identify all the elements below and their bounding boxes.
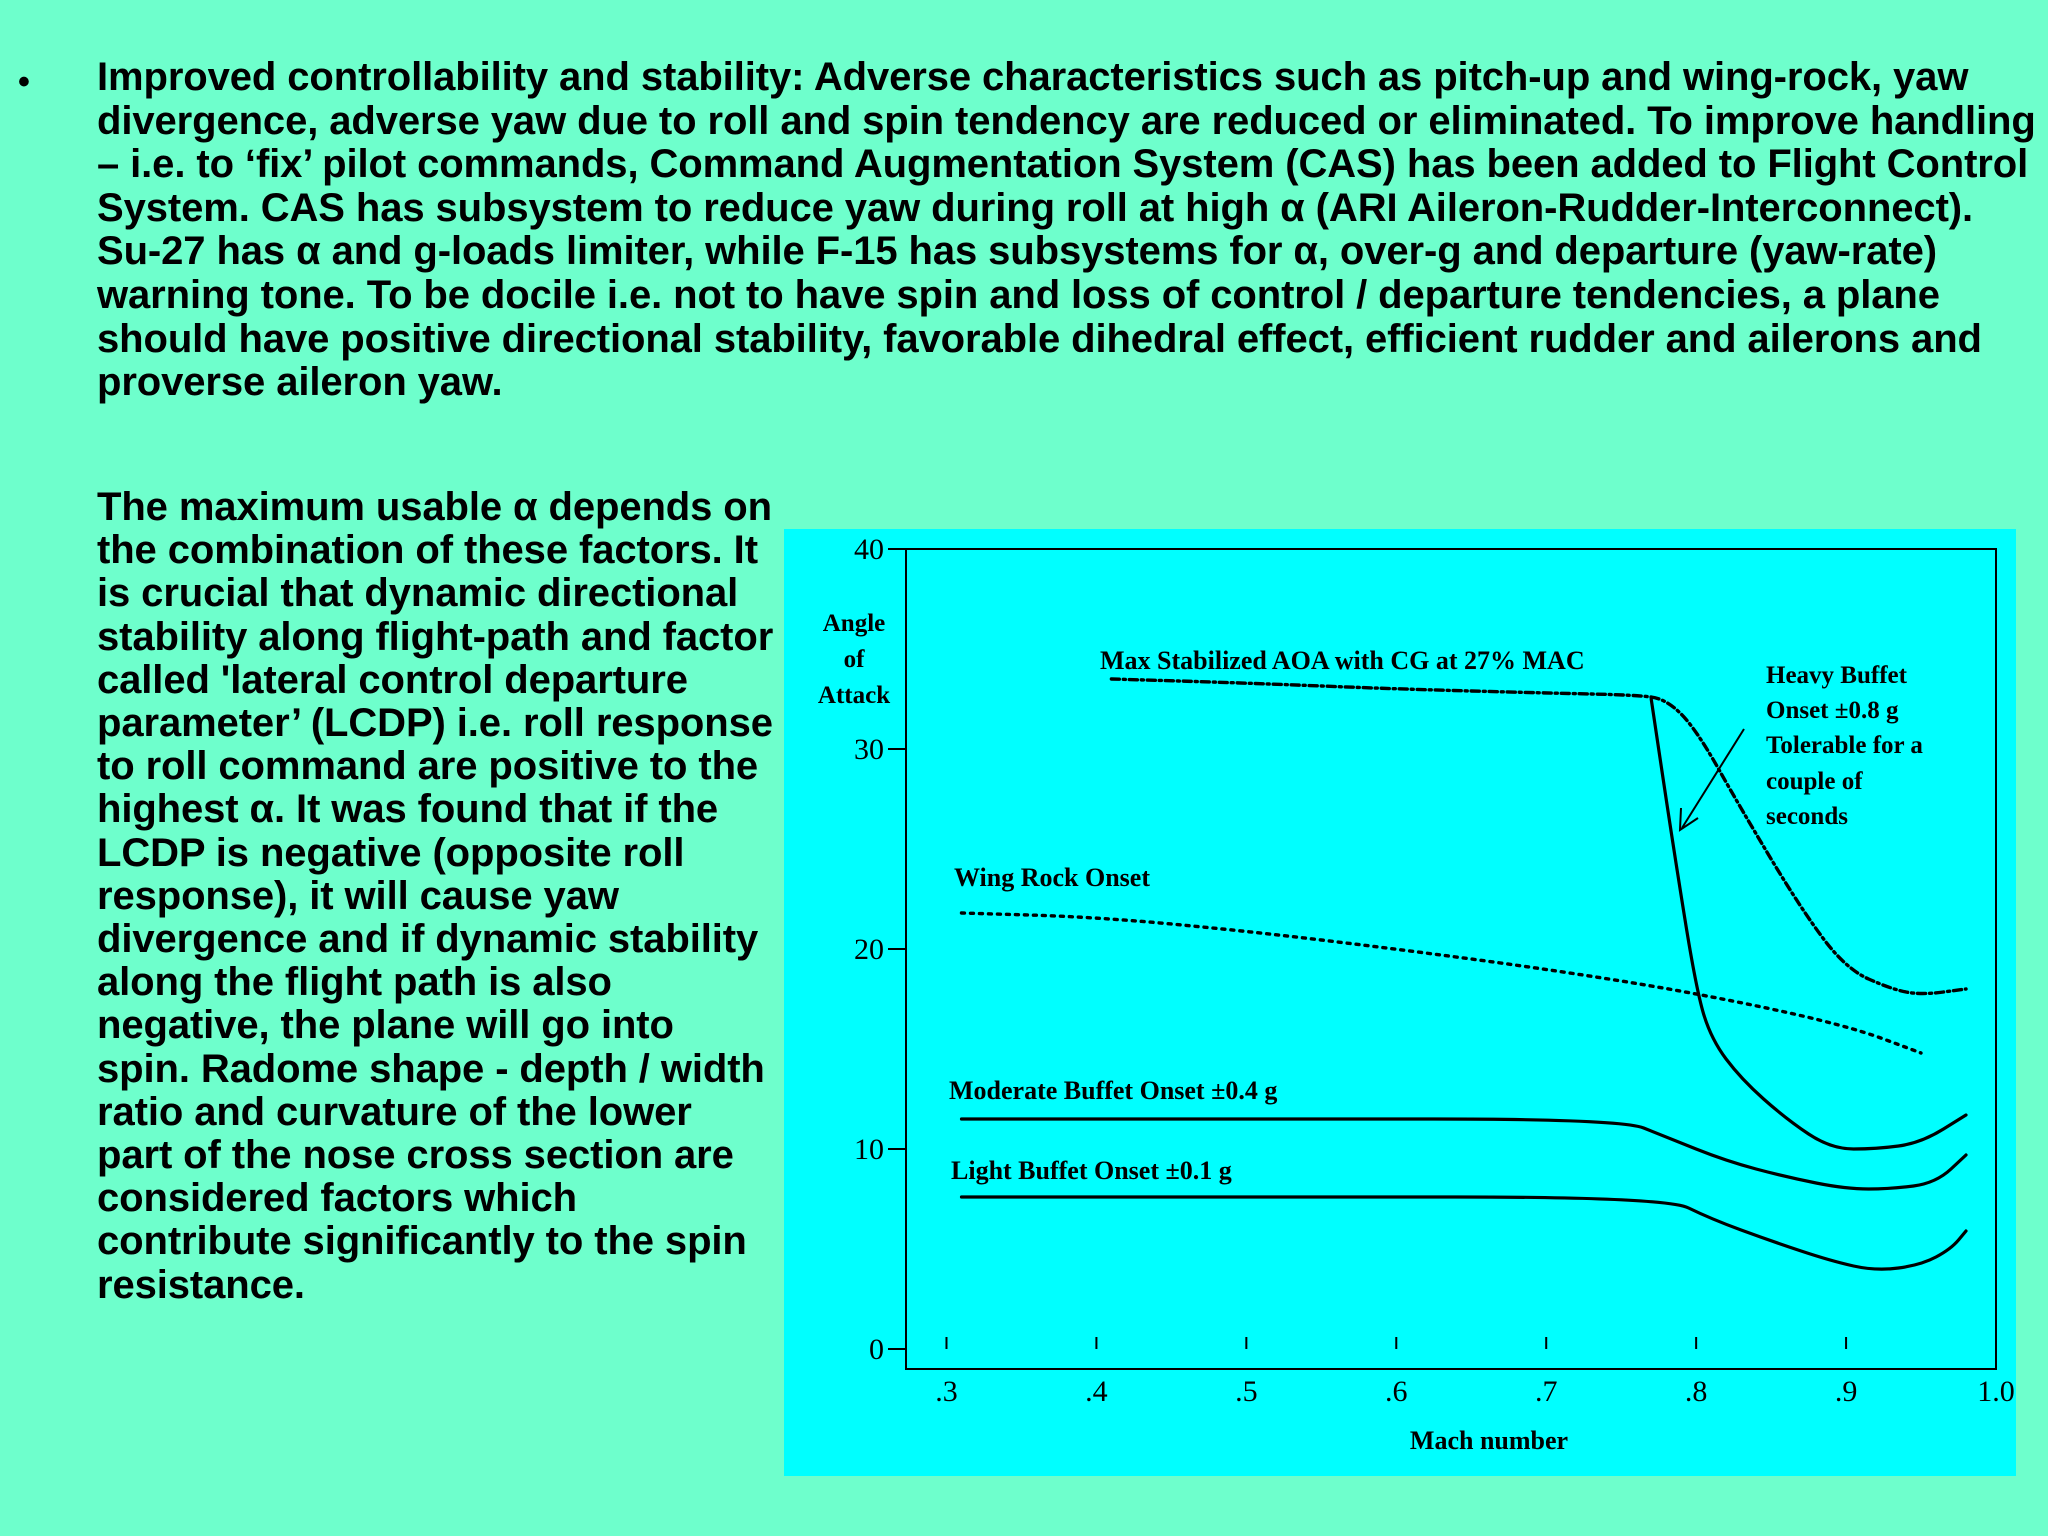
wing-rock-label: Wing Rock Onset (954, 863, 1150, 892)
aoa-chart (784, 529, 2016, 1476)
bullet-paragraph: Improved controllability and stability: Adverse characteristics such as pitch-up and wing-rock, yaw divergence, adverse yaw due to roll and spin tendency are reduced or eliminated. To improve handling – i.e. to ‘fix’ pilot commands, Command Augmentation System (CAS) has been added to Flight Control System. CAS has subsystem to reduce yaw during roll at high α (ARI Aileron-Rudder-Interconnect). Su-27 has α and g-loads limiter, while F-15 has subsystems for α, over-g and departure (yaw-rate) warning tone. To be docile i.e. not to have spin and loss of control / departure tendencies, a plane should have positive directional stability, favorable dihedral effect, efficient rudder and ailerons and proverse aileron yaw. (97, 55, 2036, 405)
y-tick-label: 0 (869, 1333, 884, 1366)
series-line-0 (1111, 679, 1966, 994)
series-line-4 (962, 1197, 1967, 1269)
bullet-dot: • (18, 63, 30, 101)
heavy-buffet-line-4: couple of (1766, 768, 1863, 795)
x-tick-label: .5 (1235, 1375, 1258, 1408)
max-stabilized-label: Max Stabilized AOA with CG at 27% MAC (1100, 646, 1585, 675)
series-line-2 (962, 913, 1922, 1053)
y-axis-label-line-3: Attack (817, 682, 891, 709)
heavy-buffet-label (1766, 662, 1923, 830)
series-line-1 (1651, 699, 1966, 1149)
x-tick-label: .9 (1834, 1375, 1858, 1408)
y-axis-label-line-2: of (843, 646, 865, 673)
moderate-buffet-label: Moderate Buffet Onset ±0.4 g (949, 1076, 1278, 1105)
lcdp-paragraph: The maximum usable α depends on the combination of these factors. It is crucial that dynamic directional stability along flight-path and factor called 'lateral control departure parameter’ (LCDP) i.e. roll response to roll command are positive to the highest α. It was found that if the LCDP is negative (opposite roll response), it will cause yaw divergence and if dynamic stability along the flight path is also negative, the plane will go into spin. Radome shape - depth / width ratio and curvature of the lower part of the nose cross section are considered factors which contribute significantly to the spin resistance. (97, 485, 774, 1307)
x-tick-label: .6 (1385, 1375, 1408, 1408)
heavy-buffet-line-3: Tolerable for a (1766, 732, 1923, 759)
y-tick-label: 30 (854, 733, 884, 766)
x-tick-label: .3 (935, 1375, 958, 1408)
x-tick-label: .4 (1085, 1375, 1108, 1408)
y-tick-label: 40 (854, 533, 884, 566)
x-tick-label: 1.0 (1977, 1375, 2015, 1408)
y-axis-label-line-1: Angle (822, 610, 886, 637)
heavy-buffet-line-5: seconds (1766, 803, 1848, 830)
light-buffet-label: Light Buffet Onset ±0.1 g (951, 1156, 1232, 1185)
x-ticks (935, 1337, 2015, 1408)
x-axis-label: Mach number (1409, 1426, 1569, 1455)
y-tick-label: 10 (854, 1133, 884, 1166)
x-tick-label: .7 (1534, 1375, 1558, 1408)
y-tick-label: 20 (854, 933, 884, 966)
heavy-buffet-line-2: Onset ±0.8 g (1766, 697, 1899, 724)
x-tick-label: .8 (1684, 1375, 1708, 1408)
heavy-buffet-arrow (1680, 729, 1744, 830)
heavy-buffet-line-1: Heavy Buffet (1766, 662, 1907, 689)
aoa-chart-svg (784, 529, 2016, 1476)
